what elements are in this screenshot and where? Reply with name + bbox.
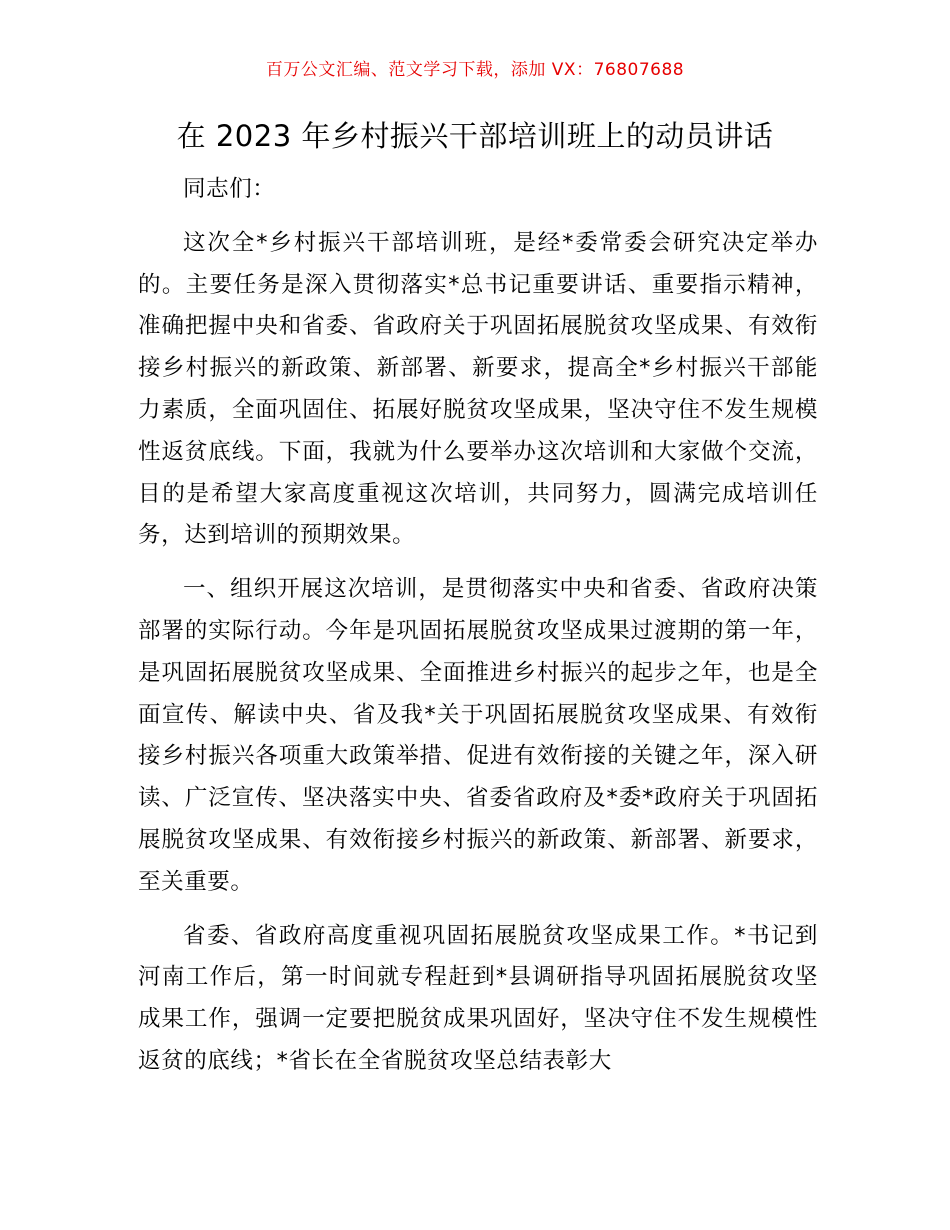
paragraph-provincial: 省委、省政府高度重视巩固拓展脱贫攻坚成果工作。*书记到河南工作后，第一时间就专程赶到*县调研指导巩固拓展脱贫攻坚成果工作，强调一定要把脱贫成果巩固好，坚决守住不发生规模性返贫的底线；*省长在全省脱贫攻坚总结表彰大 <box>138 922 818 1074</box>
document-body <box>138 169 818 1083</box>
paragraph-intro: 这次全*乡村振兴干部培训班，是经*委常委会研究决定举办的。主要任务是深入贯彻落实*总书记重要讲话、重要指示精神，准确把握中央和省委、省政府关于巩固拓展脱贫攻坚成果、有效衔接乡村振兴的新政策、新部署、新要求，提高全*乡村振兴干部能力素质，全面巩固住、拓展好脱贫攻坚成果，坚决守住不发生规模性返贫底线。下面，我就为什么要举办这次培训和大家做个交流，目的是希望大家高度重视这次培训，共同努力，圆满完成培训任务，达到培训的预期效果。 <box>138 229 818 549</box>
document-title: 在 2023 年乡村振兴干部培训班上的动员讲话 <box>176 119 774 153</box>
paragraph-section-one: 一、组织开展这次培训，是贯彻落实中央和省委、省政府决策部署的实际行动。今年是巩固拓展脱贫攻坚成果过渡期的第一年，是巩固拓展脱贫攻坚成果、全面推进乡村振兴的起步之年，也是全面宣传、解读中央、省及我*关于巩固拓展脱贫攻坚成果、有效衔接乡村振兴各项重大政策举措、促进有效衔接的关键之年，深入研读、广泛宣传、坚决落实中央、省委省政府及*委*政府关于巩固拓展脱贫攻坚成果、有效衔接乡村振兴的新政策、新部署、新要求，至关重要。 <box>138 576 818 895</box>
watermark-banner: 百万公文汇编、范文学习下载，添加 VX：76807688 <box>265 60 685 80</box>
salutation: 同志们： <box>183 176 276 202</box>
